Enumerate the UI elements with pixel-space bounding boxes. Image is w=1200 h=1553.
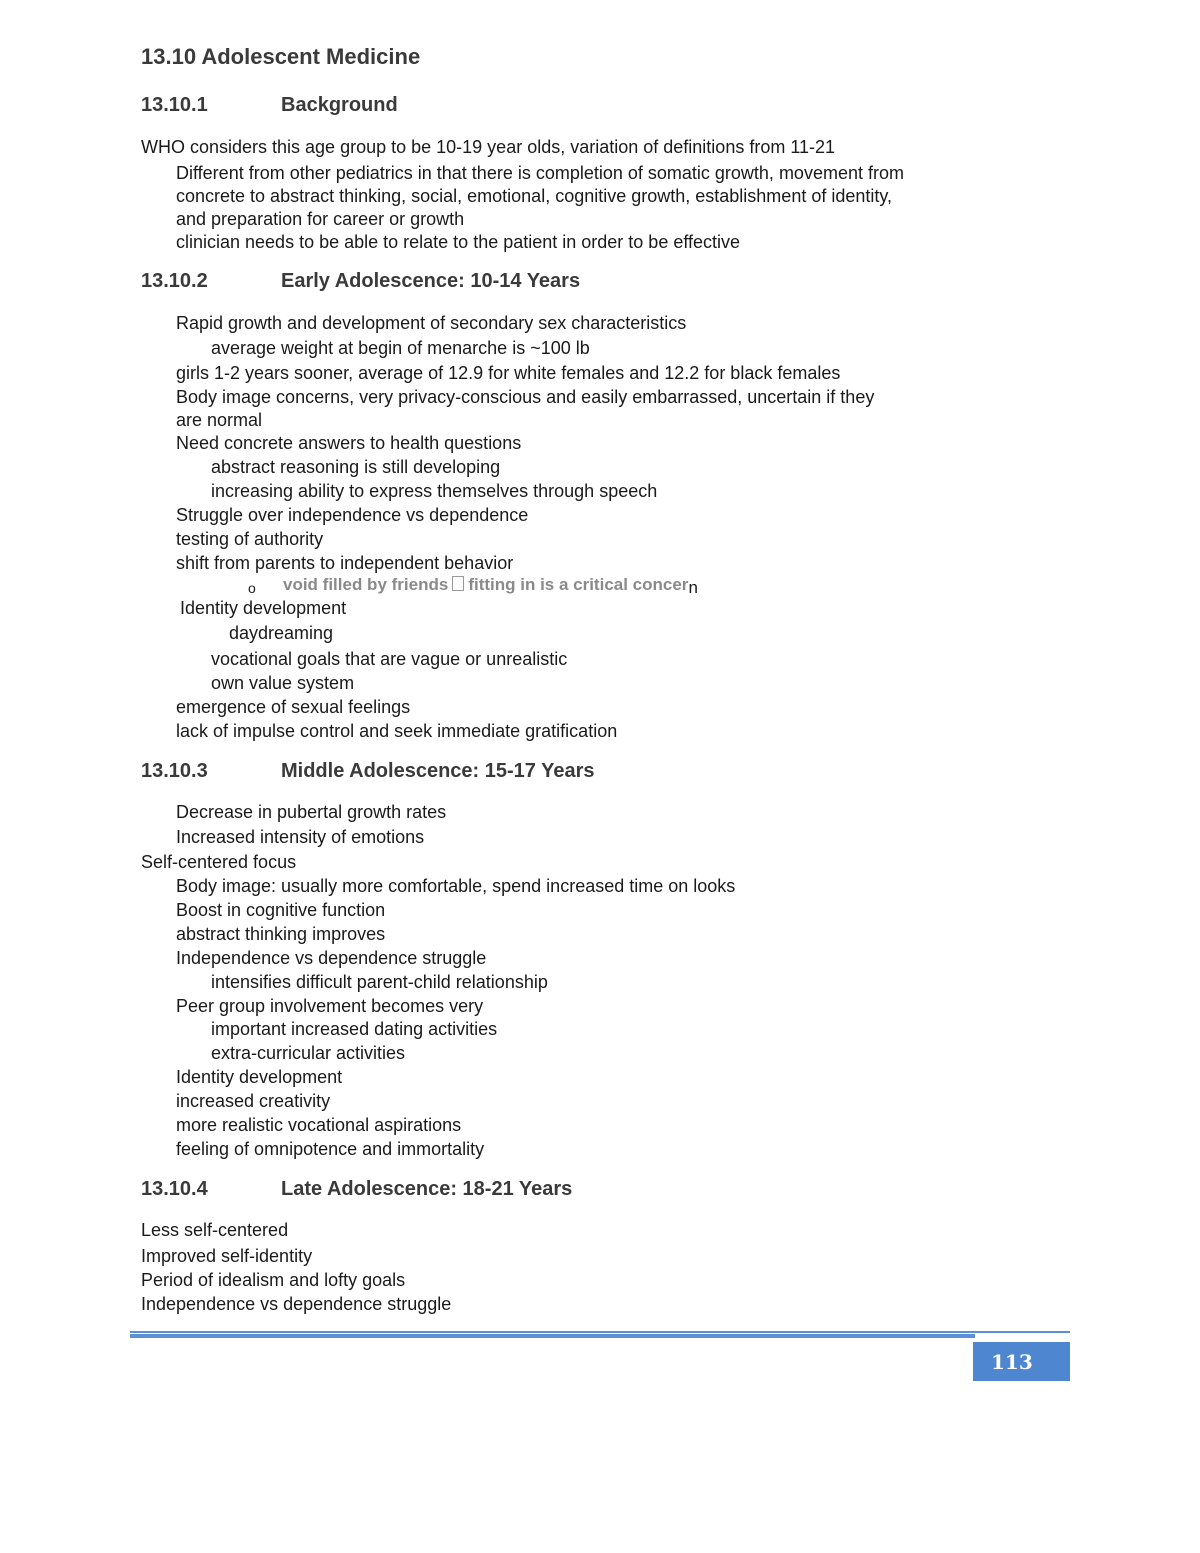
arrow-placeholder-icon: [452, 576, 464, 591]
page-title: 13.10 Adolescent Medicine: [141, 44, 421, 69]
text-line: increasing ability to express themselves through speech: [211, 481, 658, 501]
section-heading-early: [141, 270, 580, 293]
text-line: extra-curricular activities: [211, 1043, 406, 1063]
text-line: increased creativity: [176, 1091, 331, 1111]
sub-bullet-line: [283, 573, 698, 596]
text-line: Decrease in pubertal growth rates: [176, 802, 447, 822]
sub-bullet-part1: void filled by friends: [283, 575, 449, 594]
section-heading-middle: [141, 760, 595, 783]
sub-bullet-tail: n: [688, 578, 698, 597]
text-line: Body image concerns, very privacy-conscious and easily embarrassed, uncertain if they: [176, 387, 875, 407]
text-line: Identity development: [176, 1067, 343, 1087]
section-number: 13.10.1: [141, 94, 208, 116]
text-line: Identity development: [180, 598, 347, 618]
text-line: feeling of omnipotence and immortality: [176, 1139, 485, 1159]
text-line: more realistic vocational aspirations: [176, 1115, 462, 1135]
text-line: Different from other pediatrics in that there is completion of somatic growth, movement from: [176, 163, 904, 183]
text-line: are normal: [176, 410, 263, 430]
section-title: Middle Adolescence: 15-17 Years: [281, 760, 595, 782]
text-line: Increased intensity of emotions: [176, 827, 425, 847]
text-line: daydreaming: [229, 623, 334, 643]
footer-rule-thick: [130, 1334, 975, 1338]
text-line: concrete to abstract thinking, social, emotional, cognitive growth, establishment of identity,: [176, 186, 893, 206]
section-heading-background: [141, 94, 398, 117]
text-line: abstract reasoning is still developing: [211, 457, 501, 477]
text-line: own value system: [211, 673, 355, 693]
text-line: emergence of sexual feelings: [176, 697, 411, 717]
text-line: important increased dating activities: [211, 1019, 498, 1039]
text-line: WHO considers this age group to be 10-19 year olds, variation of definitions from 11-21: [141, 137, 836, 157]
text-line: intensifies difficult parent-child relationship: [211, 972, 548, 992]
footer-rule: [130, 1331, 1070, 1333]
section-title: Early Adolescence: 10-14 Years: [281, 270, 581, 292]
sub-bullet-marker: o: [248, 580, 256, 596]
section-title: Late Adolescence: 18-21 Years: [281, 1178, 573, 1200]
sub-bullet-part2: fitting in is a critical concer: [468, 575, 689, 594]
text-line: Self-centered focus: [141, 852, 297, 872]
text-line: Boost in cognitive function: [176, 900, 386, 920]
text-line: shift from parents to independent behavior: [176, 553, 514, 573]
text-line: Improved self-identity: [141, 1246, 313, 1266]
text-line: Independence vs dependence struggle: [141, 1294, 452, 1314]
text-line: average weight at begin of menarche is ~100 lb: [211, 338, 590, 358]
text-line: girls 1-2 years sooner, average of 12.9 for white females and 12.2 for black females: [176, 363, 841, 383]
text-line: vocational goals that are vague or unrealistic: [211, 649, 568, 669]
text-line: and preparation for career or growth: [176, 209, 465, 229]
section-heading-late: [141, 1178, 572, 1201]
text-line: abstract thinking improves: [176, 924, 386, 944]
text-line: Rapid growth and development of secondary sex characteristics: [176, 313, 687, 333]
text-line: Peer group involvement becomes very: [176, 996, 484, 1016]
text-line: testing of authority: [176, 529, 324, 549]
text-line: Need concrete answers to health questions: [176, 433, 522, 453]
text-line: Period of idealism and lofty goals: [141, 1270, 406, 1290]
section-title: Background: [281, 94, 398, 116]
text-line: Independence vs dependence struggle: [176, 948, 487, 968]
section-number: 13.10.3: [141, 760, 208, 782]
text-line: clinician needs to be able to relate to the patient in order to be effective: [176, 232, 741, 252]
text-line: Body image: usually more comfortable, spend increased time on looks: [176, 876, 736, 896]
page-number: 113: [991, 1350, 1033, 1374]
text-line: Less self-centered: [141, 1220, 289, 1240]
text-line: Struggle over independence vs dependence: [176, 505, 529, 525]
text-line: lack of impulse control and seek immediate gratification: [176, 721, 618, 741]
section-number: 13.10.4: [141, 1178, 208, 1200]
section-number: 13.10.2: [141, 270, 208, 292]
